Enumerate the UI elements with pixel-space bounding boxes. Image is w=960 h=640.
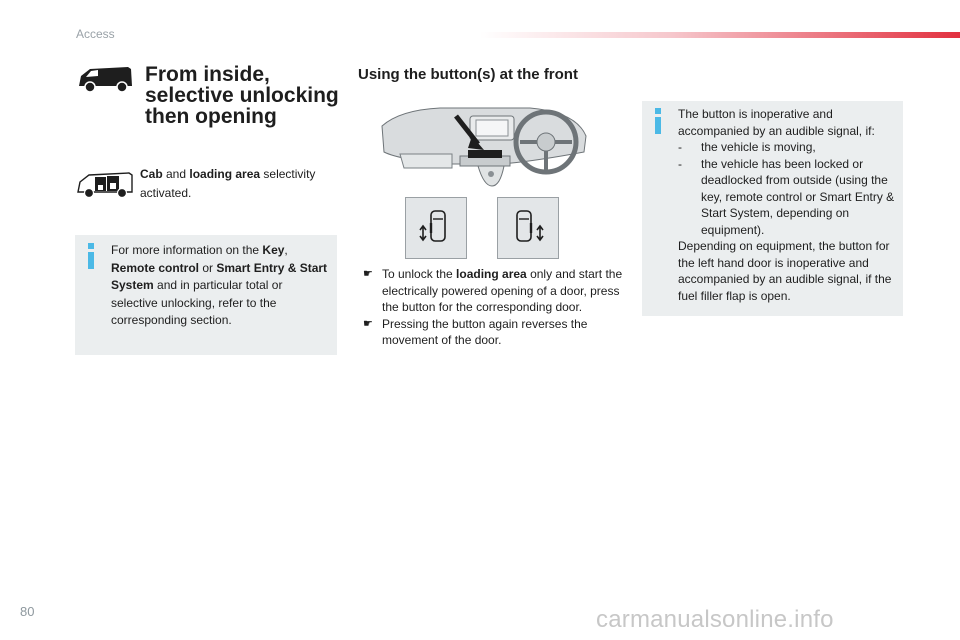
left-sliding-door-button-icon <box>405 197 467 259</box>
dashboard-illustration <box>380 106 588 190</box>
page-title <box>145 64 339 127</box>
info-icon <box>88 243 94 269</box>
list-item <box>678 139 898 156</box>
list-item-text: the vehicle is moving, <box>701 140 816 154</box>
instruction-item <box>363 316 623 349</box>
title-line: From inside, <box>145 63 270 86</box>
van-icon <box>76 66 134 94</box>
smart-entry-label: Smart Entry & Start System <box>111 260 328 292</box>
header-accent-bar <box>480 32 960 38</box>
title-line: selective unlocking <box>145 84 339 107</box>
info-note-text <box>111 242 329 330</box>
note-text: or <box>199 260 217 275</box>
instruction-text: only and start the electrically powered opening of a door, press the button for the corresponding door. <box>382 267 623 314</box>
loading-area-label: loading area <box>189 167 261 181</box>
instruction-item <box>363 266 623 316</box>
instruction-text: Pressing the button again reverses the movement of the door. <box>382 316 588 347</box>
selectivity-note <box>140 165 340 203</box>
list-item <box>678 156 898 239</box>
instruction-list <box>363 266 623 349</box>
cab-note-text: selectivity activated. <box>140 167 316 200</box>
key-label: Key <box>262 243 285 257</box>
title-line: then opening <box>145 105 277 128</box>
pointing-hand-icon: ☛ <box>363 268 373 280</box>
remote-control-label: Remote control <box>111 260 200 275</box>
right-sliding-door-button-icon <box>497 197 559 259</box>
van-cab-cargo-icon <box>76 170 134 200</box>
page-number: 80 <box>20 604 35 619</box>
note-outro: Depending on equipment, the button for the left hand door is inoperative and accompanied by an audible signal, if the fuel filler flap is open. <box>678 239 892 303</box>
loading-area-label: loading area <box>456 267 527 281</box>
list-item-text: the vehicle has been locked or deadlocked from outside (using the key, remote control or Smart Entry & Start System, depending on equipment). <box>701 156 895 237</box>
section-heading: Using the button(s) at the front <box>358 66 578 83</box>
cab-note-text: and <box>162 167 190 181</box>
watermark: carmanualsonline.info <box>596 606 834 633</box>
dash-marker: - <box>678 156 682 171</box>
dash-marker: - <box>678 140 682 154</box>
note-intro: The button is inoperative and accompanied by an audible signal, if: <box>678 107 875 138</box>
info-note-text <box>678 106 898 304</box>
instruction-text: To unlock the <box>382 267 457 281</box>
note-text: and in particular total or selective unlocking, refer to the corresponding section. <box>111 278 283 327</box>
section-header: Access <box>76 27 115 41</box>
cab-label: Cab <box>140 167 163 181</box>
note-text: , <box>284 243 288 257</box>
info-icon <box>655 108 661 134</box>
note-text: For more information on the <box>111 243 263 257</box>
pointing-hand-icon: ☛ <box>363 317 373 330</box>
